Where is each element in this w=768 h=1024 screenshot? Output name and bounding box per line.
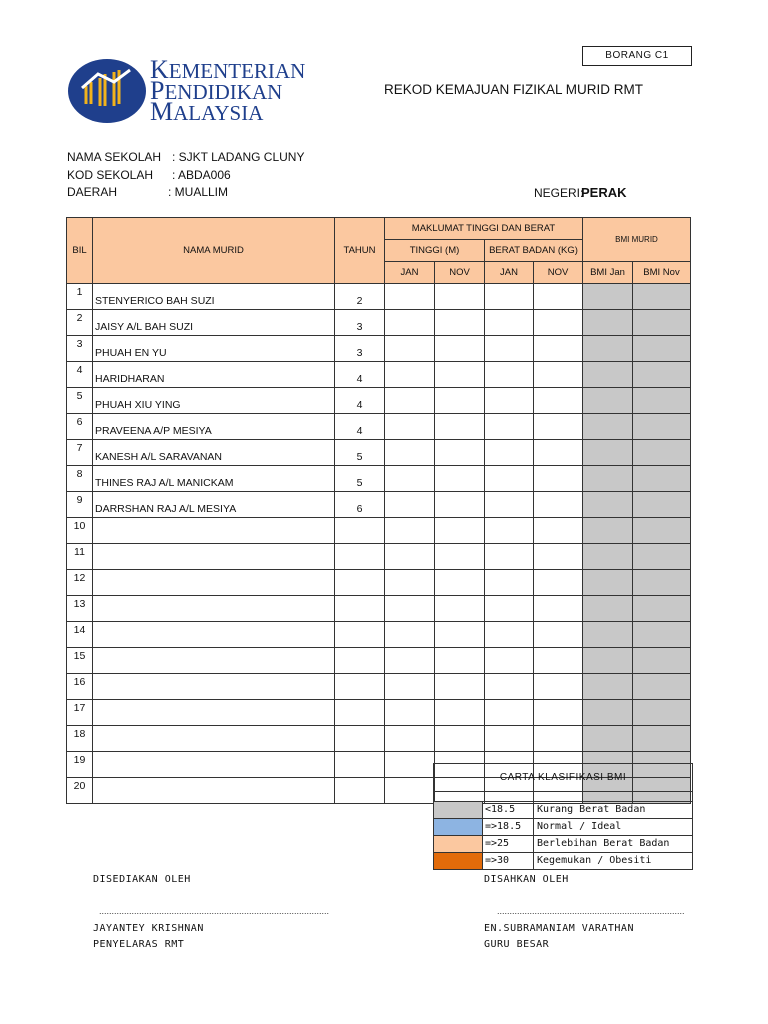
row-number: 2 — [67, 310, 93, 336]
bmi-legend-row — [434, 852, 692, 869]
year-cell: 3 — [335, 310, 385, 336]
weight-jan-cell — [485, 492, 534, 518]
ministry-wordmark: KEMENTERIAN PENDIDIKAN MALAYSIA — [150, 55, 306, 126]
bmi-jan-cell — [583, 544, 633, 570]
row-number: 11 — [67, 544, 93, 570]
table-row — [67, 518, 691, 544]
year-cell — [335, 544, 385, 570]
school-name-label: NAMA SEKOLAH — [67, 150, 162, 164]
weight-jan-cell — [485, 414, 534, 440]
bmi-category: Kegemukan / Obesiti — [537, 855, 652, 866]
student-name-cell — [93, 622, 335, 648]
height-nov-cell — [435, 518, 485, 544]
row-number: 12 — [67, 570, 93, 596]
table-row — [67, 284, 691, 310]
weight-nov-cell — [534, 310, 583, 336]
bmi-nov-cell — [633, 336, 691, 362]
bmi-range: =>25 — [483, 836, 534, 852]
bmi-nov-cell — [633, 414, 691, 440]
table-row — [67, 674, 691, 700]
weight-jan-cell — [485, 466, 534, 492]
bmi-color-swatch — [434, 853, 483, 869]
bmi-nov-cell — [633, 700, 691, 726]
weight-nov-cell — [534, 466, 583, 492]
weight-nov-cell — [534, 622, 583, 648]
weight-nov-cell — [534, 544, 583, 570]
year-cell — [335, 752, 385, 778]
form-code-box: BORANG C1 — [582, 46, 692, 66]
approved-by-label: DISAHKAN OLEH — [484, 874, 569, 885]
bmi-jan-cell — [583, 440, 633, 466]
header-bmi-nov: BMI Nov — [633, 262, 691, 284]
year-cell — [335, 570, 385, 596]
weight-jan-cell — [485, 622, 534, 648]
student-name-cell — [93, 726, 335, 752]
height-jan-cell — [385, 518, 435, 544]
table-row — [67, 622, 691, 648]
year-cell: 6 — [335, 492, 385, 518]
height-jan-cell — [385, 752, 435, 778]
bmi-range: <18.5 — [483, 802, 534, 818]
bmi-nov-cell — [633, 440, 691, 466]
school-code-label: KOD SEKOLAH — [67, 168, 154, 182]
bmi-legend-row — [434, 818, 692, 835]
bmi-jan-cell — [583, 622, 633, 648]
year-cell: 5 — [335, 440, 385, 466]
year-cell: 5 — [335, 466, 385, 492]
year-cell — [335, 648, 385, 674]
row-number: 3 — [67, 336, 93, 362]
weight-nov-cell — [534, 570, 583, 596]
table-row — [67, 570, 691, 596]
table-row — [67, 648, 691, 674]
bmi-nov-cell — [633, 648, 691, 674]
row-number: 10 — [67, 518, 93, 544]
student-name-cell — [93, 778, 335, 804]
student-name-cell: PRAVEENA A/P MESIYA — [93, 414, 335, 440]
bmi-nov-cell — [633, 466, 691, 492]
row-number: 16 — [67, 674, 93, 700]
weight-jan-cell — [485, 336, 534, 362]
table-row — [67, 362, 691, 388]
height-nov-cell — [435, 622, 485, 648]
row-number: 5 — [67, 388, 93, 414]
weight-jan-cell — [485, 674, 534, 700]
year-cell — [335, 674, 385, 700]
weight-nov-cell — [534, 648, 583, 674]
bmi-legend-row — [434, 835, 692, 852]
year-cell — [335, 726, 385, 752]
weight-jan-cell — [485, 726, 534, 752]
page-title: REKOD KEMAJUAN FIZIKAL MURID RMT — [384, 82, 644, 97]
height-jan-cell — [385, 336, 435, 362]
row-number: 19 — [67, 752, 93, 778]
weight-jan-cell — [485, 310, 534, 336]
bmi-color-swatch — [434, 836, 483, 852]
bmi-jan-cell — [583, 700, 633, 726]
student-name-cell: THINES RAJ A/L MANICKAM — [93, 466, 335, 492]
height-jan-cell — [385, 440, 435, 466]
header-bmi-group: BMI MURID — [583, 218, 691, 262]
student-name-cell — [93, 700, 335, 726]
height-nov-cell — [435, 388, 485, 414]
height-nov-cell — [435, 336, 485, 362]
table-row — [67, 726, 691, 752]
height-nov-cell — [435, 492, 485, 518]
bmi-category: Normal / Ideal — [537, 821, 622, 832]
height-nov-cell — [435, 700, 485, 726]
bmi-nov-cell — [633, 726, 691, 752]
bmi-jan-cell — [583, 310, 633, 336]
bmi-nov-cell — [633, 518, 691, 544]
height-jan-cell — [385, 284, 435, 310]
student-name-cell: STENYERICO BAH SUZI — [93, 284, 335, 310]
height-jan-cell — [385, 726, 435, 752]
approved-signature-line: ........................................................................... — [497, 906, 685, 916]
height-nov-cell — [435, 440, 485, 466]
student-progress-table — [66, 217, 691, 804]
year-cell — [335, 518, 385, 544]
weight-jan-cell — [485, 570, 534, 596]
header-student-name: NAMA MURID — [93, 218, 335, 284]
prepared-role: PENYELARAS RMT — [93, 939, 185, 950]
height-jan-cell — [385, 570, 435, 596]
bmi-legend-title: CARTA KLASIFIKASI BMI — [434, 764, 692, 792]
header-bil: BIL — [67, 218, 93, 284]
weight-nov-cell — [534, 388, 583, 414]
year-cell: 4 — [335, 362, 385, 388]
bmi-jan-cell — [583, 648, 633, 674]
table-row — [67, 544, 691, 570]
table-row — [67, 596, 691, 622]
row-number: 6 — [67, 414, 93, 440]
weight-jan-cell — [485, 284, 534, 310]
row-number: 20 — [67, 778, 93, 804]
header-bmi-jan: BMI Jan — [583, 262, 633, 284]
weight-nov-cell — [534, 700, 583, 726]
bmi-jan-cell — [583, 518, 633, 544]
school-name-value: : SJKT LADANG CLUNY — [172, 150, 305, 164]
header-height: TINGGI (M) — [385, 240, 485, 262]
bmi-jan-cell — [583, 362, 633, 388]
height-jan-cell — [385, 466, 435, 492]
approved-role: GURU BESAR — [484, 939, 550, 950]
row-number: 13 — [67, 596, 93, 622]
student-name-cell — [93, 648, 335, 674]
height-jan-cell — [385, 648, 435, 674]
height-nov-cell — [435, 284, 485, 310]
student-name-cell: KANESH A/L SARAVANAN — [93, 440, 335, 466]
row-number: 18 — [67, 726, 93, 752]
height-jan-cell — [385, 674, 435, 700]
year-cell: 3 — [335, 336, 385, 362]
year-cell: 4 — [335, 388, 385, 414]
bmi-nov-cell — [633, 284, 691, 310]
weight-jan-cell — [485, 648, 534, 674]
row-number: 7 — [67, 440, 93, 466]
year-cell: 2 — [335, 284, 385, 310]
bmi-classification-chart — [433, 763, 693, 870]
table-row — [67, 440, 691, 466]
weight-nov-cell — [534, 336, 583, 362]
student-name-cell: PHUAH XIU YING — [93, 388, 335, 414]
weight-jan-cell — [485, 518, 534, 544]
bmi-nov-cell — [633, 622, 691, 648]
student-name-cell — [93, 596, 335, 622]
bmi-jan-cell — [583, 726, 633, 752]
student-name-cell — [93, 674, 335, 700]
height-nov-cell — [435, 362, 485, 388]
bmi-nov-cell — [633, 310, 691, 336]
bmi-jan-cell — [583, 414, 633, 440]
bmi-jan-cell — [583, 570, 633, 596]
ministry-emblem-icon — [68, 58, 148, 124]
table-row — [67, 310, 691, 336]
bmi-legend-row — [434, 802, 692, 818]
height-nov-cell — [435, 648, 485, 674]
bmi-jan-cell — [583, 284, 633, 310]
year-cell — [335, 700, 385, 726]
year-cell — [335, 778, 385, 804]
header-weight-jan: JAN — [485, 262, 534, 284]
height-nov-cell — [435, 570, 485, 596]
table-row — [67, 466, 691, 492]
height-jan-cell — [385, 596, 435, 622]
year-cell — [335, 596, 385, 622]
weight-jan-cell — [485, 440, 534, 466]
height-nov-cell — [435, 414, 485, 440]
weight-nov-cell — [534, 674, 583, 700]
weight-jan-cell — [485, 700, 534, 726]
bmi-nov-cell — [633, 570, 691, 596]
weight-jan-cell — [485, 388, 534, 414]
weight-nov-cell — [534, 726, 583, 752]
student-name-cell — [93, 518, 335, 544]
year-cell: 4 — [335, 414, 385, 440]
weight-jan-cell — [485, 596, 534, 622]
height-jan-cell — [385, 700, 435, 726]
height-nov-cell — [435, 310, 485, 336]
bmi-color-swatch — [434, 819, 483, 835]
height-jan-cell — [385, 388, 435, 414]
row-number: 8 — [67, 466, 93, 492]
bmi-nov-cell — [633, 544, 691, 570]
table-row — [67, 492, 691, 518]
student-name-cell — [93, 570, 335, 596]
weight-nov-cell — [534, 362, 583, 388]
weight-jan-cell — [485, 362, 534, 388]
bmi-jan-cell — [583, 388, 633, 414]
weight-nov-cell — [534, 414, 583, 440]
bmi-jan-cell — [583, 596, 633, 622]
weight-nov-cell — [534, 284, 583, 310]
district-label: DAERAH — [67, 185, 118, 199]
student-name-cell: HARIDHARAN — [93, 362, 335, 388]
row-number: 9 — [67, 492, 93, 518]
table-row — [67, 388, 691, 414]
school-code-value: : ABDA006 — [172, 168, 231, 182]
height-nov-cell — [435, 544, 485, 570]
prepared-signature-line: ............................................................................................ — [99, 906, 330, 916]
weight-nov-cell — [534, 440, 583, 466]
row-number: 4 — [67, 362, 93, 388]
year-cell — [335, 622, 385, 648]
bmi-category: Berlebihan Berat Badan — [537, 838, 670, 849]
height-jan-cell — [385, 414, 435, 440]
bmi-jan-cell — [583, 336, 633, 362]
table-row — [67, 414, 691, 440]
table-row — [67, 700, 691, 726]
student-name-cell: DARRSHAN RAJ A/L MESIYA — [93, 492, 335, 518]
student-name-cell: PHUAH EN YU — [93, 336, 335, 362]
student-name-cell — [93, 752, 335, 778]
row-number: 14 — [67, 622, 93, 648]
bmi-nov-cell — [633, 674, 691, 700]
header-weight: BERAT BADAN (KG) — [485, 240, 583, 262]
height-jan-cell — [385, 544, 435, 570]
prepared-by-label: DISEDIAKAN OLEH — [93, 874, 191, 885]
height-nov-cell — [435, 466, 485, 492]
bmi-color-swatch — [434, 802, 483, 818]
bmi-category: Kurang Berat Badan — [537, 804, 646, 815]
height-nov-cell — [435, 726, 485, 752]
height-nov-cell — [435, 674, 485, 700]
header-height-jan: JAN — [385, 262, 435, 284]
row-number: 15 — [67, 648, 93, 674]
bmi-jan-cell — [583, 674, 633, 700]
row-number: 17 — [67, 700, 93, 726]
row-number: 1 — [67, 284, 93, 310]
header-year: TAHUN — [335, 218, 385, 284]
height-jan-cell — [385, 492, 435, 518]
height-nov-cell — [435, 596, 485, 622]
bmi-nov-cell — [633, 362, 691, 388]
approved-name: EN.SUBRAMANIAM VARATHAN — [484, 923, 634, 934]
state-label: NEGERI: — [534, 186, 584, 200]
header-height-weight-group: MAKLUMAT TINGGI DAN BERAT — [385, 218, 583, 240]
height-jan-cell — [385, 310, 435, 336]
table-row — [67, 336, 691, 362]
weight-nov-cell — [534, 492, 583, 518]
student-name-cell — [93, 544, 335, 570]
district-value: : MUALLIM — [168, 185, 229, 199]
bmi-jan-cell — [583, 492, 633, 518]
bmi-nov-cell — [633, 596, 691, 622]
bmi-nov-cell — [633, 388, 691, 414]
height-jan-cell — [385, 622, 435, 648]
weight-jan-cell — [485, 544, 534, 570]
bmi-range: =>30 — [483, 853, 534, 869]
height-jan-cell — [385, 778, 435, 804]
weight-nov-cell — [534, 596, 583, 622]
prepared-name: JAYANTEY KRISHNAN — [93, 923, 204, 934]
header-weight-nov: NOV — [534, 262, 583, 284]
student-name-cell: JAISY A/L BAH SUZI — [93, 310, 335, 336]
header-height-nov: NOV — [435, 262, 485, 284]
bmi-range: =>18.5 — [483, 819, 534, 835]
state-value: PERAK — [581, 185, 627, 200]
weight-nov-cell — [534, 518, 583, 544]
bmi-nov-cell — [633, 492, 691, 518]
bmi-jan-cell — [583, 466, 633, 492]
height-jan-cell — [385, 362, 435, 388]
